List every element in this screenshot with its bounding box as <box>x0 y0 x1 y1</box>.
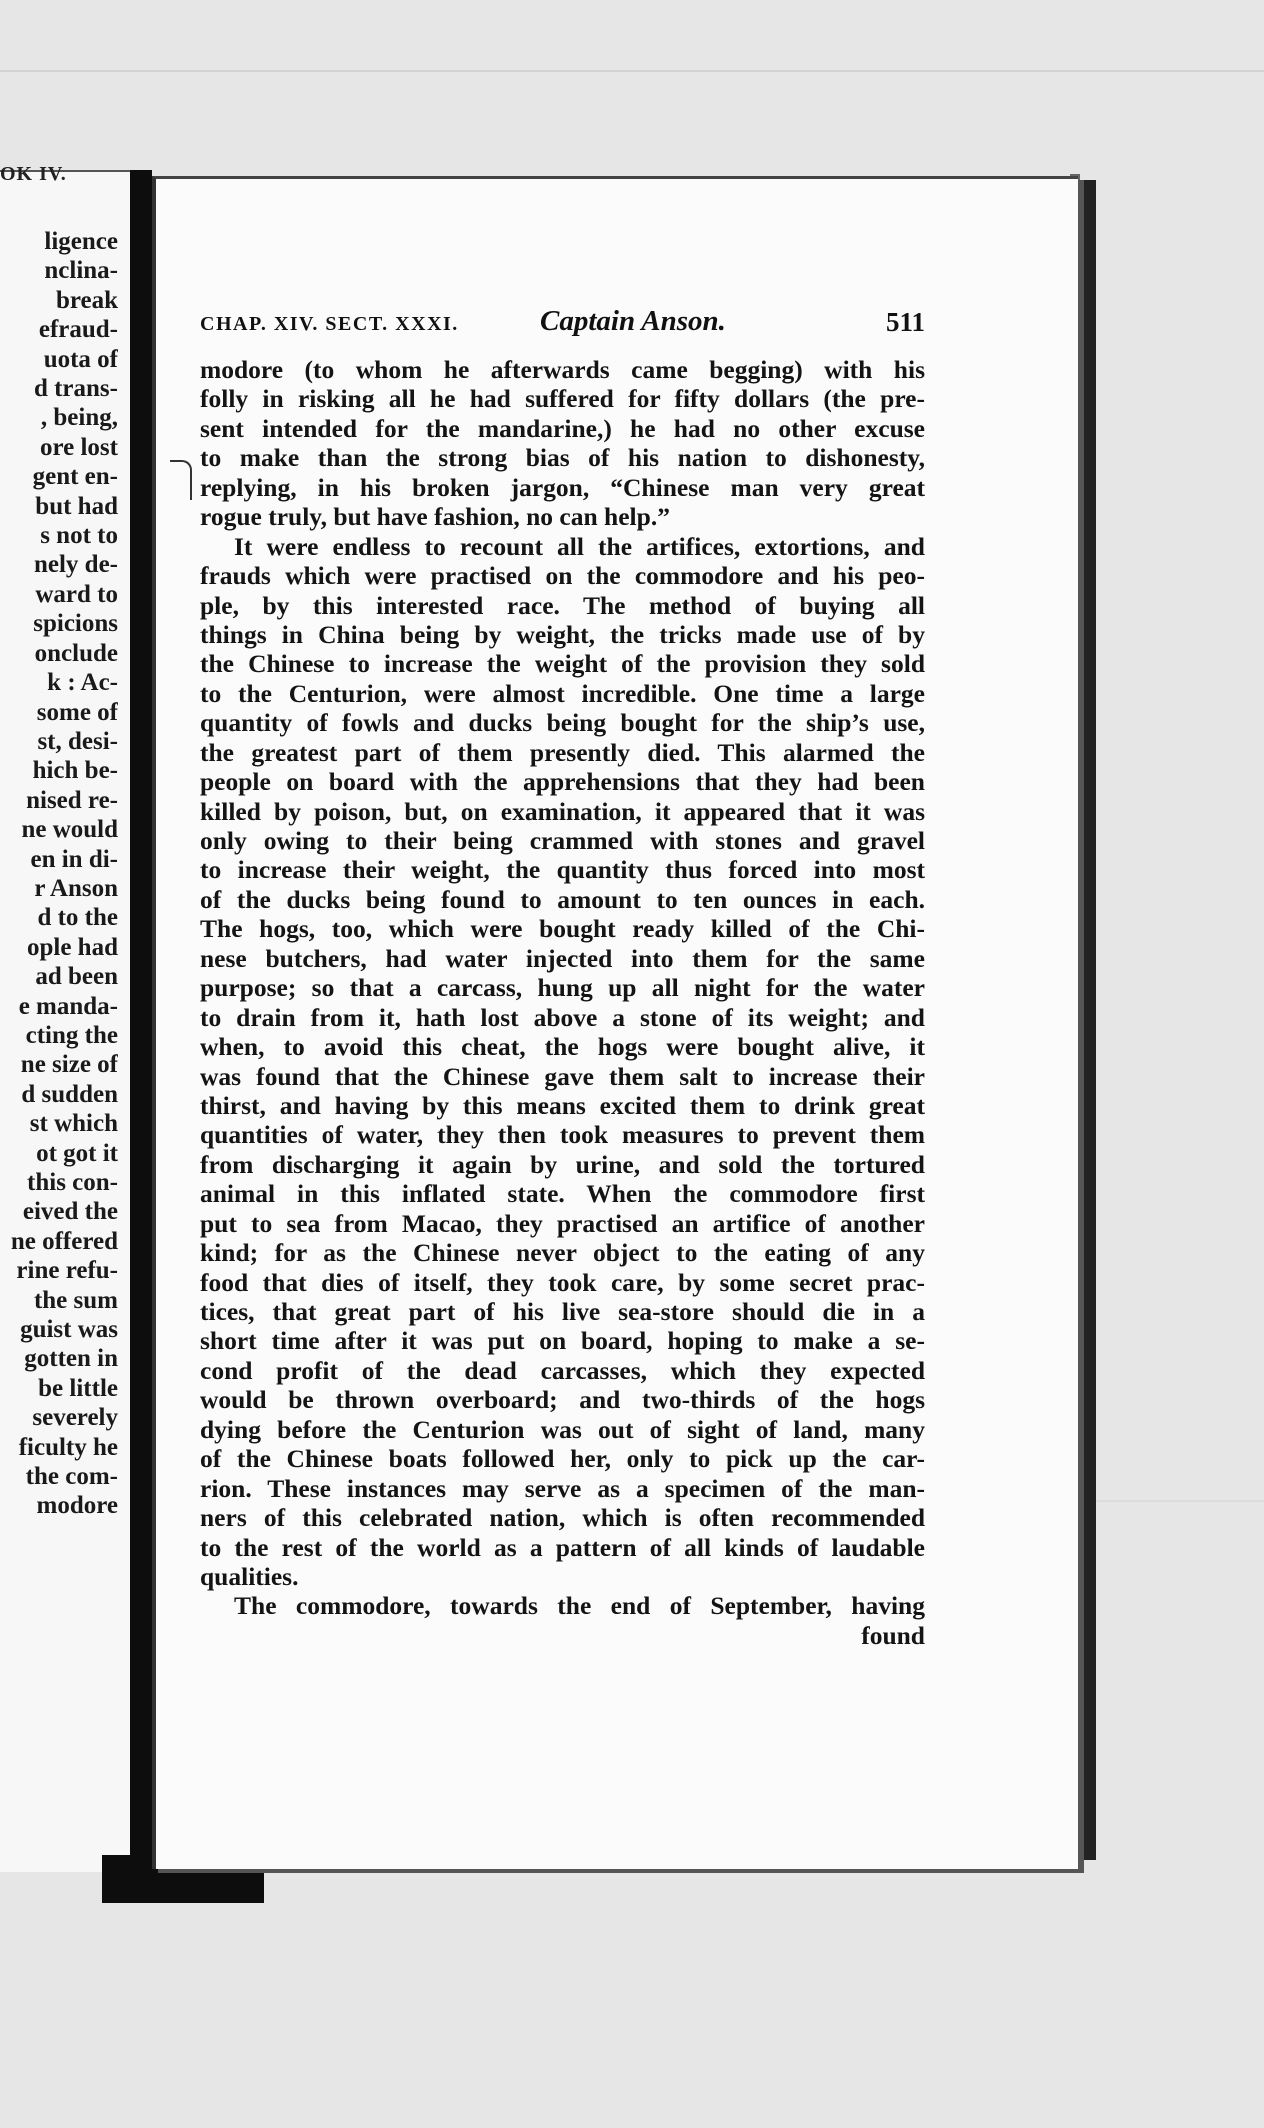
left-line: st which <box>29 1110 118 1138</box>
text-line: ple, by this interested race. The method of buying all <box>200 590 925 620</box>
left-line: spicions <box>33 610 118 638</box>
left-line: this con- <box>27 1169 118 1196</box>
left-line: be little <box>38 1374 118 1402</box>
left-line: onclude <box>34 639 118 667</box>
left-line: guist was <box>20 1316 118 1344</box>
text-line: was found that the Chinese gave them salt to increase their <box>200 1061 925 1091</box>
text-line: cond profit of the dead carcasses, which they expected <box>200 1355 925 1385</box>
left-line: ople had <box>26 933 118 961</box>
margin-bracket-mark <box>170 460 192 500</box>
text-line: replying, in his broken jargon, “Chinese man very great <box>200 472 925 502</box>
left-line: the sum <box>33 1286 118 1314</box>
text-line: thirst, and having by this means excited them to drink great <box>200 1090 925 1120</box>
left-line: eived the <box>22 1198 118 1226</box>
left-line: r Anson <box>34 874 118 902</box>
text-line: people on board with the apprehensions that they had been <box>200 767 925 797</box>
left-line: efraud- <box>38 316 118 344</box>
left-line: ne size of <box>20 1051 118 1079</box>
left-line: severely <box>32 1404 118 1432</box>
text-line: to increase their weight, the quantity thus forced into most <box>200 855 925 885</box>
left-line: the com- <box>25 1463 118 1491</box>
text-line: the Chinese to increase the weight of the provision they sold <box>200 649 925 679</box>
text-line: modore (to whom he afterwards came begging) with his <box>200 355 925 384</box>
chapter-section-label: CHAP. XIV. SECT. XXXI. <box>200 313 459 335</box>
left-line: k : Ac- <box>47 669 118 697</box>
text-line: food that dies of itself, they took care, by some secret prac- <box>200 1267 925 1297</box>
left-line: gotten in <box>24 1345 118 1373</box>
left-line: some of <box>36 698 118 726</box>
text-line: purpose; so that a carcass, hung up all night for the water <box>200 973 925 1003</box>
text-line: rogue truly, but have fashion, no can help.” <box>200 502 670 532</box>
left-line: nely de- <box>33 551 118 579</box>
text-line: when, to avoid this cheat, the hogs were bought alive, it <box>200 1032 925 1062</box>
left-line: cting the <box>25 1021 118 1049</box>
left-line: , being, <box>40 404 118 432</box>
text-line: folly in risking all he had suffered for fifty dollars (the pre- <box>200 384 925 414</box>
left-line: e manda- <box>18 992 118 1020</box>
text-line: tices, that great part of his live sea-store should die in a <box>200 1297 925 1326</box>
text-line: would be thrown overboard; and two-thirds of the hogs <box>200 1385 925 1415</box>
text-line: from discharging it again by urine, and sold the tortured <box>200 1149 925 1179</box>
text-line: of the Chinese boats followed her, only to pick up the car- <box>200 1444 925 1474</box>
text-line: to the Centurion, were almost incredible. One time a large <box>200 678 925 708</box>
left-line: uota of <box>43 345 118 373</box>
text-line: The commodore, towards the end of September, having <box>234 1591 925 1621</box>
left-page-text <box>0 227 118 1521</box>
text-line: put to sea from Macao, they practised an artifice of another <box>200 1208 925 1238</box>
left-line: ne would <box>21 816 118 844</box>
text-line: dying before the Centurion was out of sight of land, many <box>200 1414 925 1444</box>
left-line: but had <box>35 492 118 520</box>
page-edge-shadow <box>1082 180 1096 1860</box>
left-line: ligence <box>44 228 118 255</box>
catchword: found <box>861 1620 925 1650</box>
left-line: nised re- <box>26 786 118 814</box>
left-line: st, desi- <box>37 727 118 755</box>
text-line: ners of this celebrated nation, which is often recommended <box>200 1503 925 1533</box>
left-line: ne offered <box>10 1227 118 1255</box>
left-line: break <box>55 286 118 314</box>
book-gutter <box>130 170 152 1870</box>
text-line: the greatest part of them presently died. This alarmed the <box>200 737 925 767</box>
text-line: frauds which were practised on the commodore and his peo- <box>200 561 925 591</box>
text-line: nese butchers, had water injected into them for the same <box>200 943 925 973</box>
page-number: 511 <box>885 307 925 337</box>
left-line: ore lost <box>40 433 118 461</box>
text-line: to drain from it, hath lost above a stone of its weight; and <box>200 1002 925 1032</box>
left-line: rine refu- <box>16 1257 118 1285</box>
left-line: modore <box>36 1492 118 1520</box>
text-line: animal in this inflated state. When the commodore first <box>200 1179 925 1209</box>
text-line: quantity of fowls and ducks being bought for the ship’s use, <box>200 708 925 738</box>
body-text <box>200 355 925 1650</box>
left-line: gent en- <box>32 463 118 491</box>
left-line: s not to <box>40 522 118 550</box>
text-line: things in China being by weight, the tricks made use of by <box>200 619 925 649</box>
running-head <box>200 305 925 349</box>
text-line: It were endless to recount all the artifices, extortions, and <box>234 531 925 561</box>
left-page-header: OK IV. <box>0 163 67 185</box>
left-line: d trans- <box>33 375 118 403</box>
left-line: hich be- <box>32 757 118 785</box>
text-line: of the ducks being found to amount to ten ounces in each. <box>200 884 925 914</box>
text-line: to the rest of the world as a pattern of all kinds of laudable <box>200 1532 925 1562</box>
text-line: The hogs, too, which were bought ready killed of the Chi- <box>200 914 925 944</box>
left-line: d sudden <box>21 1080 118 1108</box>
left-line: ward to <box>35 580 118 608</box>
text-line: to make than the strong bias of his nation to dishonesty, <box>200 443 925 473</box>
left-line: en in di- <box>30 845 118 873</box>
left-line: ot got it <box>36 1139 118 1167</box>
left-line: ad been <box>35 963 118 991</box>
text-line: rion. These instances may serve as a specimen of the man- <box>200 1473 925 1503</box>
text-line: only owing to their being crammed with stones and gravel <box>200 826 925 855</box>
text-line: qualities. <box>200 1561 299 1591</box>
text-line: kind; for as the Chinese never object to the eating of any <box>200 1238 925 1268</box>
text-line: short time after it was put on board, hoping to make a se- <box>200 1326 925 1356</box>
running-title: Captain Anson. <box>540 305 726 337</box>
text-line: quantities of water, they then took measures to prevent them <box>200 1120 925 1150</box>
left-line: ficulty he <box>18 1433 118 1461</box>
left-line: nclina- <box>44 257 118 285</box>
left-line: d to the <box>37 904 118 932</box>
text-line: sent intended for the mandarine,) he had no other excuse <box>200 413 925 443</box>
text-line: killed by poison, but, on examination, it appeared that it was <box>200 796 925 826</box>
